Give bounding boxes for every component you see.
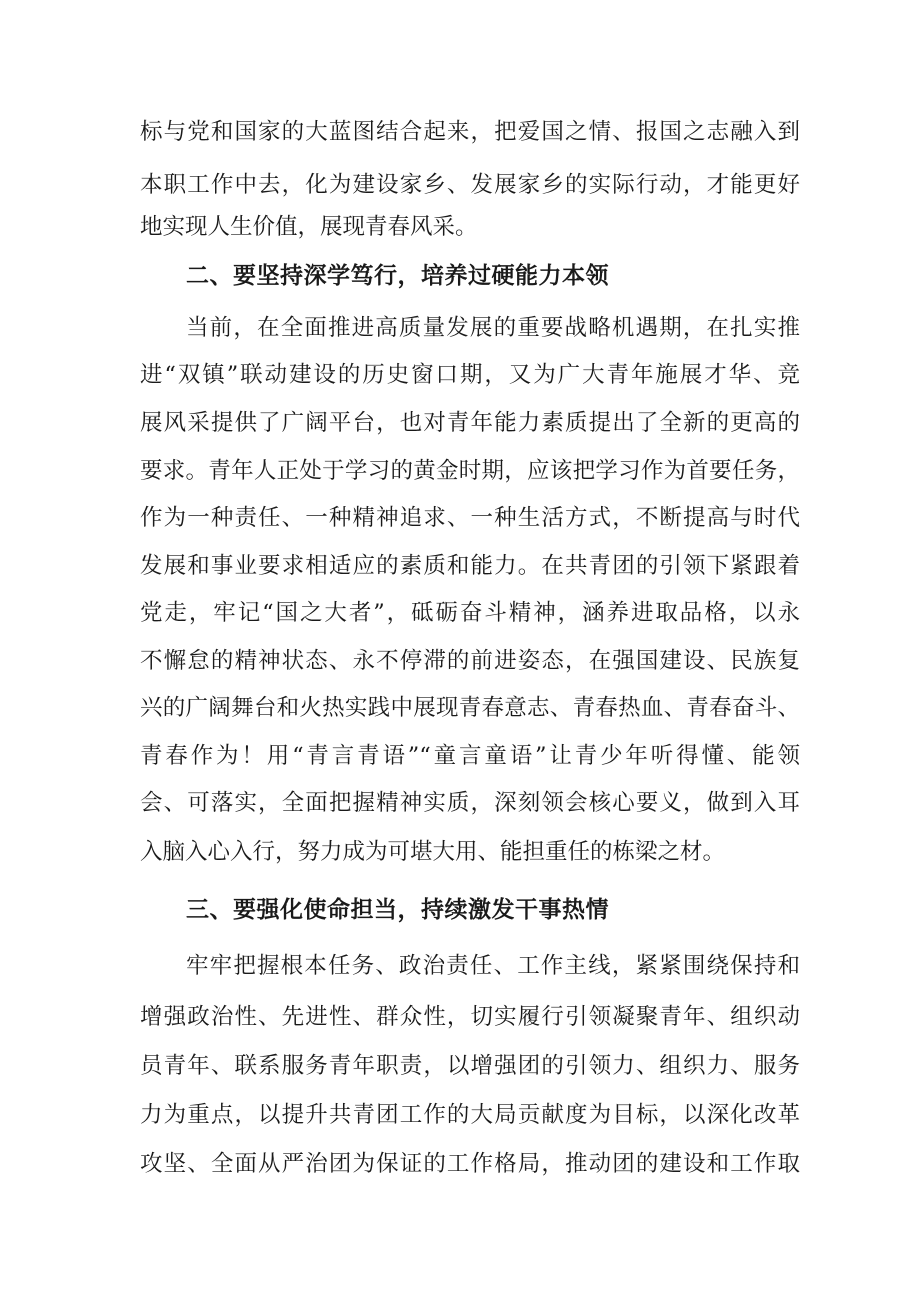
text-line: 本职工作中去，化为建设家乡、发展家乡的实际行动，才能更好: [140, 172, 800, 198]
text-line: 不懈怠的精神状态、永不停滞的前进姿态，在强国建设、民族复: [140, 648, 800, 674]
text-line: 党走，牢记“国之大者”，砥砺奋斗精神，涵养进取品格，以永: [140, 600, 800, 626]
section-heading: 二、要坚持深学笃行，培养过硬能力本领: [186, 263, 609, 289]
text-line: 力为重点，以提升共青团工作的大局贡献度为目标，以深化改革: [140, 1102, 800, 1128]
text-line: 员青年、联系服务青年职责，以增强团的引领力、组织力、服务: [140, 1053, 800, 1079]
section-heading: 三、要强化使命担当，持续激发干事热情: [186, 897, 609, 923]
text-line: 会、可落实，全面把握精神实质，深刻领会核心要义，做到入耳: [140, 790, 800, 816]
text-line: 入脑入心入行，努力成为可堪大用、能担重任的栋梁之材。: [140, 839, 726, 865]
text-line: 要求。青年人正处于学习的黄金时期，应该把学习作为首要任务，: [140, 458, 800, 484]
text-line: 作为一种责任、一种精神追求、一种生活方式，不断提高与时代: [140, 505, 800, 531]
text-line: 增强政治性、先进性、群众性，切实履行引领凝聚青年、组织动: [140, 1004, 800, 1030]
text-line: 展风采提供了广阔平台，也对青年能力素质提出了全新的更高的: [140, 410, 800, 436]
text-line: 发展和事业要求相适应的素质和能力。在共青团的引领下紧跟着: [140, 553, 800, 579]
text-line: 攻坚、全面从严治团为保证的工作格局，推动团的建设和工作取: [140, 1151, 800, 1177]
text-line: 当前，在全面推进高质量发展的重要战略机遇期，在扎实推: [186, 315, 800, 341]
text-line: 进“双镇”联动建设的历史窗口期，又为广大青年施展才华、竞: [140, 362, 800, 388]
text-line: 地实现人生价值，展现青春风采。: [140, 214, 478, 240]
text-line: 标与党和国家的大蓝图结合起来，把爱国之情、报国之志融入到: [140, 119, 800, 145]
text-line: 兴的广阔舞台和火热实践中展现青春意志、青春热血、青春奋斗、: [140, 695, 800, 721]
text-line: 牢牢把握根本任务、政治责任、工作主线，紧紧围绕保持和: [186, 953, 800, 979]
text-line: 青春作为！用“青言青语”“童言童语”让青少年听得懂、能领: [140, 743, 800, 769]
